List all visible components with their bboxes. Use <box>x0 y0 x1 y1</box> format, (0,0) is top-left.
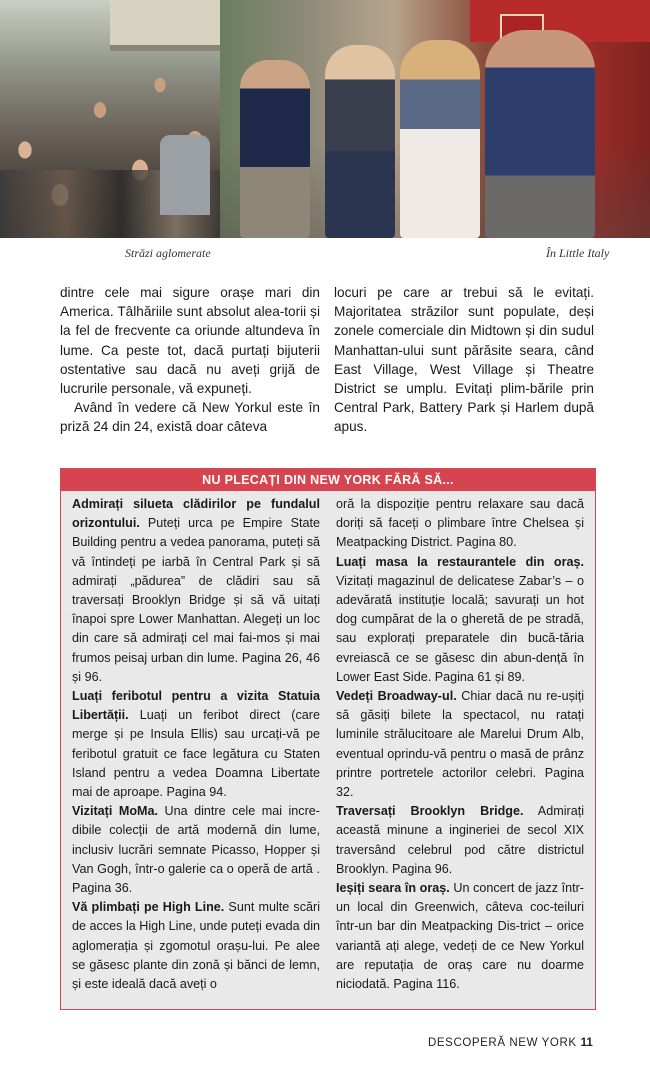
tip-item <box>336 879 584 994</box>
photo-caption-right: În Little Italy <box>546 246 610 260</box>
tip-text: Un concert de jazz într-un local din Greenwich, câteva coc-teiluri într-un bar din Meatpacking Dis-trict – orice variantă ați alege, vedeți de ce New Yorkul are reputația de oraș care nu doarme niciodată. Pagina 116. <box>336 881 585 992</box>
tip-title: Traversați Brooklyn Bridge. <box>336 804 524 819</box>
tip-title: Admirați silueta clădirilor pe fundalul orizontului. <box>72 497 320 531</box>
photo-strip <box>0 0 650 238</box>
body-column-left <box>60 283 320 437</box>
tip-item <box>336 553 584 687</box>
tip-title: Ieșiți seara în oraș. <box>336 881 450 896</box>
tip-text: Admirați această minune a ingineriei de secol XIX traversând celebrul pod către districtul Brooklyn. Pagina 96. <box>336 804 584 876</box>
tip-item <box>72 898 320 994</box>
tip-title: Vizitați MoMa. <box>72 804 159 819</box>
photo-person <box>240 60 310 238</box>
photo-person <box>160 135 210 215</box>
body-column-right <box>334 283 594 437</box>
body-paragraph: locuri pe care ar trebui să le evitați. Majoritatea străzilor sunt populate, deși zonele comerciale din Midtown și din sudul Manhattan-ului sunt părăsite seara, când East Village, West Village și Theatre District se umplu. Evitați plim-bările prin Central Park, Battery Park și Harlem după apus. <box>334 285 594 435</box>
tip-item <box>336 687 584 802</box>
tip-item <box>72 687 320 802</box>
tip-text: Chiar dacă nu re-ușiți să găsiți bilete la spectacol, nu ratați luminile strălucitoare ale Marelui Drum Alb, eventual oprindu-vă pentru o masă de prânz printre portretele actorilor celebri. Pagina 32. <box>336 689 584 800</box>
tip-text: Sunt multe scări de acces la High Line, unde puteți evada din aglomerația și zgomotul orașu-lui. Pe alee se găsesc plante din zonă și bănci de lemn, și este ideală dacă aveți o <box>72 900 320 992</box>
body-paragraph: Având în vedere că New Yorkul este în priză 24 din 24, există doar câteva <box>60 400 320 435</box>
photo-person <box>325 45 395 238</box>
page-number: 11 <box>580 1037 593 1049</box>
photo-crowded-streets <box>0 0 220 238</box>
tip-item <box>336 495 584 553</box>
tip-item <box>336 802 584 879</box>
tip-item <box>72 495 320 687</box>
book-title: DESCOPERĂ NEW YORK <box>428 1037 577 1049</box>
tip-text: Luați un feribot direct (care merge și pe Insula Ellis) sau urcați-vă pe feribotul gratuit ce face legătura cu Staten Island pentru a vedea Doamna Libertate mai de aproape. Pagina 94. <box>72 708 320 800</box>
tips-box-title: NU PLECAȚI DIN NEW YORK FĂRĂ SĂ... <box>61 469 595 491</box>
body-paragraph: dintre cele mai sigure orașe mari din America. Tâlhăriile sunt absolut alea-torii și la fel de frecvente ca oriunde altundeva în lume. Ca peste tot, dacă purtați bijuterii ostentative sau dacă nu aveți grijă de lucrurile personale, vă expuneți. <box>60 285 320 397</box>
tips-box <box>60 468 596 1010</box>
photo-person <box>485 30 595 238</box>
page-footer <box>428 1037 593 1049</box>
tips-column-left <box>72 495 320 994</box>
tip-text: oră la dispoziție pentru relaxare sau dacă doriți să faceți o plimbare între Chelsea și Meatpacking District. Pagina 80. <box>336 497 584 550</box>
tip-title: Luați masa la restaurantele din oraș. <box>336 554 584 569</box>
tip-text: Una dintre cele mai incre-dibile colecții de artă modernă din lume, inclusiv lucrări semnate Picasso, Hopper și Van Gogh, într-o galerie ca o operă de artă . Pagina 36. <box>72 804 320 896</box>
tip-title: Vedeți Broadway-ul. <box>336 689 457 704</box>
tip-item <box>72 802 320 898</box>
tips-column-right <box>336 495 584 994</box>
photo-bus <box>110 0 220 51</box>
tip-title: Vă plimbați pe High Line. <box>72 900 225 915</box>
photo-little-italy <box>220 0 650 238</box>
photo-caption-left: Străzi aglomerate <box>125 246 211 260</box>
photo-person <box>400 40 480 238</box>
tip-title: Luați feribotul pentru a vizita Statuia Libertății. <box>72 689 320 723</box>
tip-text: Vizitați magazinul de delicatese Zabar’s – o adevărată instituție locală; savurați un hot dog cumpărat de la o gheretă de pe stradă, sau explorați preparatele din bucă-tăria evreiască ce se găsesc din abun-dență în Lower East Side. Pagina 61 și 89. <box>336 573 584 684</box>
tip-text: Puteți urca pe Empire State Building pentru a vedea panorama, puteți să vă întindeți pe iarbă în Central Park și să admirați „pădurea” de clădiri sau să traversați Brooklyn Bridge și să vă uitați înapoi spre Lower Manhattan. Alegeți un loc din care să admirați cel mai fai-mos și mai frumos peisaj urban din lume. Pagina 26, 46 și 96. <box>72 516 320 684</box>
